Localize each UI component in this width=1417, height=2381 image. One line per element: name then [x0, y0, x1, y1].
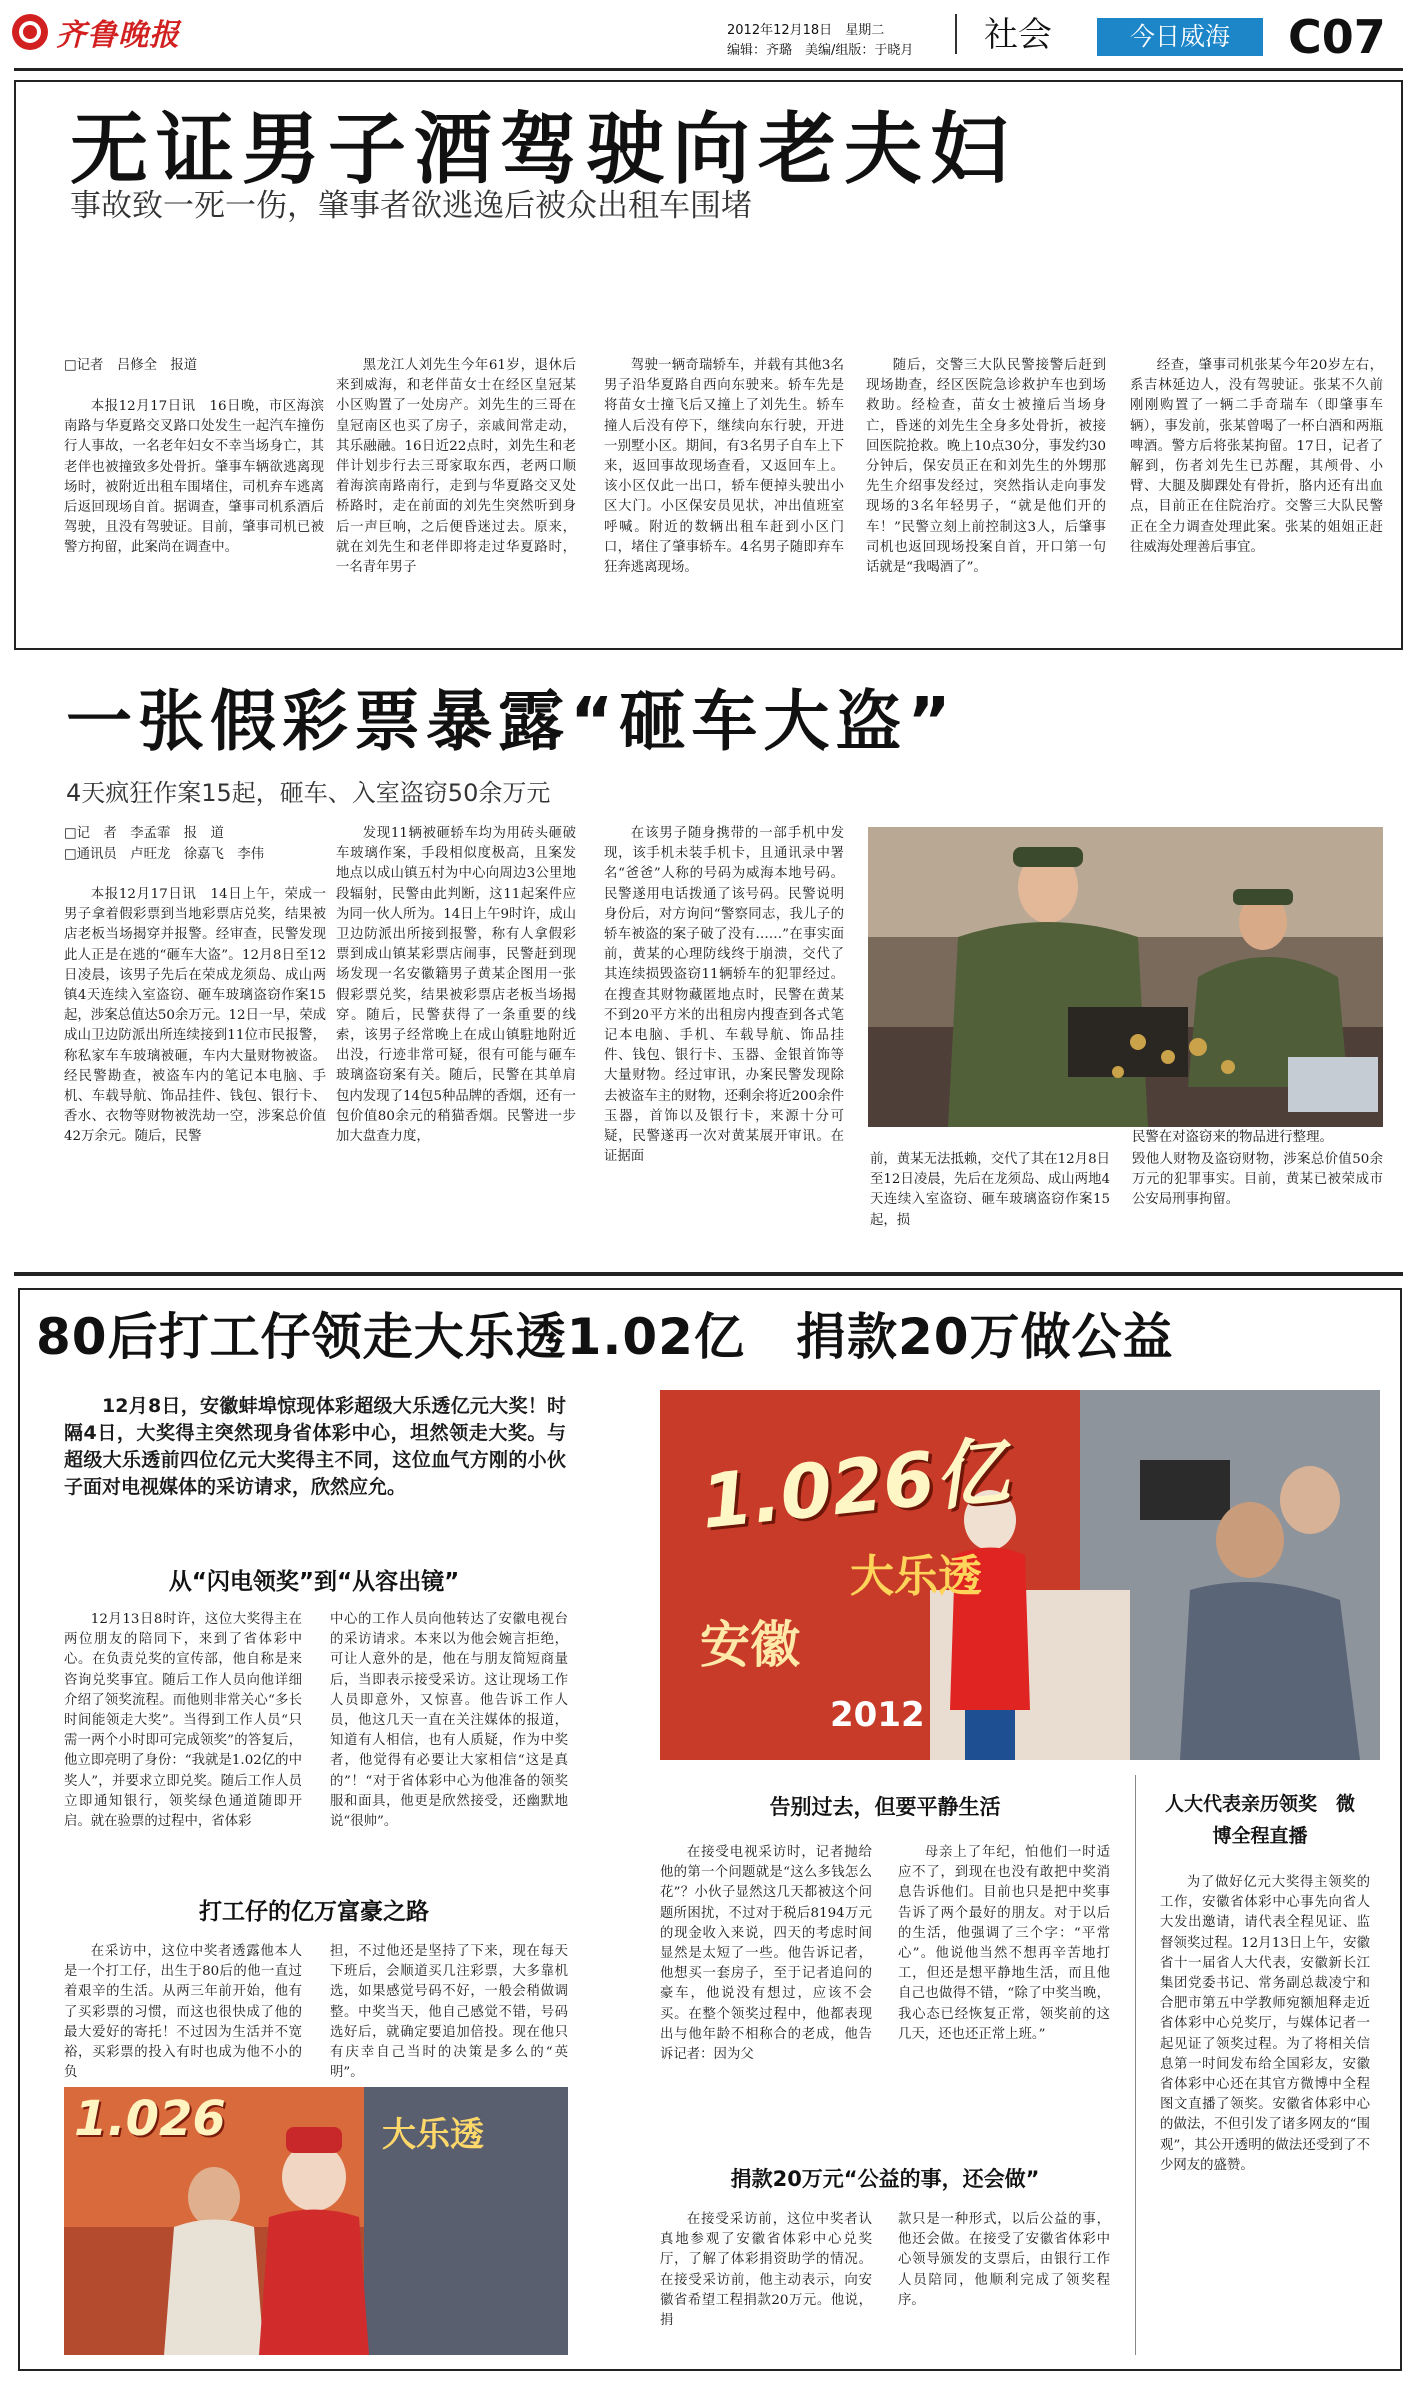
logo-sun-icon	[10, 12, 50, 52]
backdrop-amount: 1.026	[74, 2091, 226, 2147]
a1-col2	[336, 356, 576, 642]
header-rule	[14, 68, 1403, 71]
byline-reporter: □记 者 李孟霏 报 道	[64, 826, 224, 841]
s2-col2	[330, 1942, 568, 2082]
photo-police-evidence	[868, 827, 1383, 1127]
lead-text: 12月8日，安徽蚌埠惊现体彩超级大乐透亿元大奖！时隔4日，大奖得主突然现身省体彩中心，坦然领走大奖。与超级大乐透前四位亿元大奖得主不同，这位血气方刚的小伙子面对电视媒体的采访请求，欣然应允。	[64, 1395, 566, 1498]
paragraph: 黑龙江人刘先生今年61岁，退休后来到威海，和老伴苗女士在经区皇冠某小区购置了一处房产。刘先生的三哥在皇冠南区也买了房子，亲戚间常走动，其乐融融。16日近22点时，刘先生和老伴计划步行去三哥家取东西，老两口顺着海滨南路南行，走到与华夏路交叉处桥路时，走在前面的刘先生突然听到身后一声巨响，之后便昏迷过去。原来，就在刘先生和老伴即将走过华夏路时，一名青年男子	[336, 358, 576, 576]
backdrop-brand: 大乐透	[382, 2115, 484, 2155]
a2-col3	[604, 824, 844, 1270]
photo-winner-mascot	[64, 2087, 568, 2355]
backdrop-year: 2012	[830, 1695, 925, 1735]
paragraph: 在接受电视采访时，记者抛给他的第一个问题就是“这么多钱怎么花”？小伙子显然这几天都被这个问题所困扰，不过对于税后8194万元的现金收入来说，四天的考虑时间显然是太短了一些。他告诉记者，他想买一套房子，至于记者追问的豪车，他说没有想过，应该不会买。在整个领奖过程中，他都表现出与他年龄不相称合的老成，他告诉记者：因为父	[660, 1845, 872, 2063]
paragraph: 款只是一种形式，以后公益的事，他还会做。在接受了安徽省体彩中心领导颁发的支票后，由银行工作人员陪同，他顺利完成了领奖程序。	[898, 2212, 1110, 2308]
deck-lottery: 4天疯狂作案15起，砸车、入室盗窃50余万元	[66, 779, 551, 807]
byline-correspondent: □通讯员 卢旺龙 徐嘉飞 李伟	[64, 847, 265, 862]
masthead-logo	[10, 8, 180, 56]
section-name: 社会	[984, 15, 1052, 55]
backdrop-province: 安徽	[700, 1616, 800, 1674]
subhead-donation: 捐款20万元“公益的事，还会做”	[730, 2167, 1040, 2191]
header-divider	[955, 14, 957, 54]
lead	[64, 1393, 566, 1533]
paragraph: 在接受采访前，这位中奖者认真地参观了安徽省体彩中心兑奖厅，了解了体彩捐资助学的情况。在接受采访前，他主动表示，向安徽省希望工程捐款20万元。他说，捐	[660, 2212, 872, 2329]
paragraph: 本报12月17日讯 14日上午，荣成一男子拿着假彩票到当地彩票店兑奖，结果被店老板当场揭穿并报警。经审查，民警发现此人正是在逃的“砸车大盗”。12月8日至12日凌晨，该男子先后在荣成龙须岛、成山两镇4天连续入室盗窃、砸车玻璃盗窃作案15起，涉案总值达50余万元。12日一早，荣成成山卫边防派出所连续接到11位市民报警，称私家车车玻璃被砸，车内大量财物被盗。经民警勘查，被盗车内的笔记本电脑、手机、车载导航、饰品挂件、钱包、银行卡、香水、衣物等财物被洗劫一空，涉案总价值42万余元。随后，民警	[64, 887, 326, 1145]
date-text: 2012年12月18日	[727, 23, 833, 38]
backdrop-brand: 大乐透	[850, 1551, 982, 1602]
sidebar-rule	[1135, 1775, 1136, 2355]
photo-interview	[660, 1390, 1380, 1760]
logo-text: 齐鲁晚报	[56, 18, 180, 53]
paragraph: 中心的工作人员向他转达了安徽电视台的采访请求。本来以为他会婉言拒绝，可让人意外的是，他在与朋友简短商量后，当即表示接受采访。这让现场工作人员即意外，又惊喜。他告诉工作人员，他这几天一直在关注媒体的报道，知道有人相信，也有人质疑，作为中奖者，他觉得有必要让大家相信“这是真的”！“对于省体彩中心为他准备的领奖服和面具，他更是欣然接受，还幽默地说“很帅”。	[330, 1612, 568, 1830]
paragraph: 为了做好亿元大奖得主领奖的工作，安徽省体彩中心事先向省人大发出邀请，请代表全程见证、监督领奖过程。12月13日上午，安徽省十一届省人大代表，安徽新长江集团党委书记、常务副总裁凌宁和合肥市第五中学教师宛额旭释走近省体彩中心兑奖厅，与媒体记者一起见证了领奖过程。为了将相关信息第一时间发布给全国彩友，安徽省体彩中心还在其官方微博中全程图文直播了领奖。安徽省体彩中心的做法，不但引发了诸多网友的“围观”，其公开透明的做法还受到了不少网友的盛赞。	[1160, 1875, 1370, 2173]
police-scene-illustration	[868, 827, 1383, 1127]
s1-col1	[64, 1610, 302, 1882]
byline: □记者 吕修全 报道	[64, 358, 198, 373]
header-editors: 编辑：齐璐 美编/组版：于晓月	[727, 43, 914, 58]
a1-col4	[866, 356, 1106, 642]
paragraph: 12月13日8时许，这位大奖得主在两位朋友的陪同下，来到了省体彩中心。在负责兑奖的宣传部，他自称是来咨询兑奖事宜。随后工作人员向他详细介绍了领奖流程。而他则非常关心“多长时间能领走大奖”。当得到工作人员“只需一两个小时即可完成领奖”的答复后，他立即亮明了身份：“我就是1.02亿的中奖人”，并要求立即兑奖。随后工作人员立即通知银行，领奖绿色通道随即开启。就在验票的过程中，省体彩	[64, 1612, 302, 1830]
paragraph: 担，不过他还是坚持了下来，现在每天下班后，会顺道买几注彩票，大多靠机选，如果感觉号码不好，一般会稍做调整。中奖当天，他自己感觉不错，号码选好后，就确定要追加倍投。现在他只有庆幸自己当时的决策是多么的“英明”。	[330, 1944, 568, 2081]
backdrop-amount: 1.026亿	[696, 1428, 1013, 1546]
paragraph: 母亲上了年纪，怕他们一时适应不了，到现在也没有敢把中奖消息告诉他们。目前也只是把中奖事告诉了两个最好的朋友。对于以后的生活，他强调了三个字：“平常心”。他说他当然不想再辛苦地打工，但还是想平静地生活，而且他自己也做得不错，“除了中奖当晚，我心态已经恢复正常，领奖前的这几天，还也还正常上班。”	[898, 1845, 1110, 2042]
headline-lottery: 一张假彩票暴露“砸车大盗”	[66, 683, 957, 760]
a2-col2	[336, 824, 576, 1270]
subhead-collect: 从“闪电领奖”到“从容出镜”	[168, 1569, 460, 1595]
a1-col5	[1130, 356, 1383, 642]
paragraph: 在该男子随身携带的一部手机中发现，该手机未装手机卡，且通讯录中署名“爸爸”人称的号码为威海本地号码。民警遂用电话拨通了该号码。民警说明身份后，对方询问“警察同志，我儿子的轿车被盗的案子破了没有……”在事实面前，黄某的心理防线终于崩溃，交代了其连续损毁盗窃11辆轿车的犯罪经过。在搜查其财物藏匿地点时，民警在黄某不到20平方米的出租房内搜查到各式笔记本电脑、手机、车载导航、饰品挂件、钱包、银行卡、玉器、金银首饰等大量财物。经过审讯，办案民警发现除去被盗车主的财物，还剩余将近200余件玉器，首饰以及银行卡，来源十分可疑，民警遂再一次对黄某展开审讯。在证据面	[604, 826, 844, 1165]
a2-col1	[64, 885, 326, 1270]
sidebar-text	[1160, 1873, 1370, 2357]
s3-col1	[660, 1843, 872, 2143]
subhead-calm: 告别过去，但要平静生活	[769, 1795, 1001, 1819]
weekday-text: 星期二	[845, 23, 885, 38]
a2-col4	[870, 1150, 1110, 1270]
deck: 事故致一死一伤，肇事者欲逃逸后被众出租车围堵	[70, 188, 752, 224]
s2-col1	[64, 1942, 302, 2082]
paragraph: 驾驶一辆奇瑞轿车，并载有其他3名男子沿华夏路自西向东驶来。轿车先是将苗女士撞飞后又撞上了刘先生。轿车撞人后没有停下，继续向东行驶，开进一别墅小区。期间，有3名男子自车上下来，返回事故现场查看，又返回车上。该小区仅此一出口，轿车便掉头驶出小区大门。小区保安员见状，冲出值班室呼喊。附近的数辆出租车赶到小区门口，堵住了肇事轿车。4名男子随即弃车狂奔逃离现场。	[604, 358, 844, 576]
s1-col2	[330, 1610, 568, 1882]
paragraph: 经查，肇事司机张某今年20岁左右，系吉林延边人，没有驾驶证。张某不久前刚刚购置了一辆二手奇瑞车（即肇事车辆），事发前，张某曾喝了一杯白酒和两瓶啤酒。警方后将张某拘留。17日，记者了解到，伤者刘先生已苏醒，其颅骨、小臂、大腿及脚踝处有骨折，胳内还有出血点，目前正在住院治疗。交警三大队民警正在全力调查处理此案。张某的姐姐正赶往威海处理善后事宜。	[1130, 358, 1383, 555]
paragraph: 发现11辆被砸轿车均为用砖头砸破车玻璃作案，手段相似度极高，且案发地点以成山镇五村为中心向周边3公里地段辐射，民警由此判断，这11起案件应为同一伙人所为。14日上午9时许，成山卫边防派出所接到报警，称有人拿假彩票到成山镇某彩票店闹事，民警赶到现场发现一名安徽籍男子黄某企图用一张假彩票兑奖，结果被彩票店老板当场揭穿。随后，民警获得了一条重要的线索，该男子经常晚上在成山镇駐地附近出没，行迹非常可疑，很有可能与砸车玻璃盗窃案有关。随后，民警在其单肩包内发现了14包5种品牌的香烟，还有一包价值80余元的稍猫香烟。民警进一步加大盘查力度，	[336, 826, 576, 1145]
a1-col1	[64, 397, 324, 642]
s4-col2	[898, 2210, 1110, 2360]
photo-caption: 民警在对盗窃来的物品进行整理。	[1132, 1130, 1333, 1145]
headline-winner: 80后打工仔领走大乐透1.02亿 捐款20万做公益	[36, 1308, 1174, 1366]
headline: 无证男子酒驾驶向老夫妇	[70, 105, 1017, 195]
sidebar-head: 人大代表亲历领奖 微博全程直播	[1164, 1793, 1355, 1847]
a2-col5	[1132, 1150, 1383, 1270]
s4-col1	[660, 2210, 872, 2360]
paragraph: 本报12月17日讯 16日晚，市区海滨南路与华夏路交叉路口处发生一起汽车撞伤行人事故，一名老年妇女不幸当场身亡，其老伴也被撞致多处骨折。肇事车辆欲逃离现场时，被附近出租车围堵住，司机弃车逃离后返回现场自首。据调查，肇事司机系酒后驾驶，且没有驾驶证。目前，肇事司机已被警方拘留，此案尚在调查中。	[64, 399, 324, 556]
edition-badge: 今日威海	[1097, 18, 1263, 56]
paragraph: 随后，交警三大队民警接警后赶到现场勘查，经区医院急诊救护车也到场救助。经检查，苗女士被撞后当场身亡，昏迷的刘先生全身多处骨折，被接回医院抢救。晚上10点30分，事发约30分钟后，保安员正在和刘先生的外甥那先生介绍事发经过，突然指认走向事发现场的3名年轻男子，“就是他们开的车！”民警立刻上前控制这3人，后肇事司机也返回现场投案自首，开口第一句话就是“我喝酒了”。	[866, 358, 1106, 576]
subhead-worker: 打工仔的亿万富豪之路	[199, 1899, 429, 1925]
paragraph: 在采访中，这位中奖者透露他本人是一个打工仔，出生于80后的他一直过着艰辛的生活。从两三年前开始，他有了买彩票的习惯，而这也很快成了他的最大爱好的寄托！不过因为生活并不宽裕，买彩票的投入有时也成为他不小的负	[64, 1944, 302, 2081]
s3-col2	[898, 1843, 1110, 2143]
paragraph: 前，黄某无法抵赖，交代了其在12月8日至12日凌晨，先后在龙须岛、成山两地4天连续入室盗窃、砸车玻璃盗窃作案15起，损	[870, 1152, 1110, 1228]
paragraph: 毁他人财物及盗窃财物，涉案总价值50余万元的犯罪事实。目前，黄某已被荣成市公安局刑事拘留。	[1132, 1152, 1383, 1208]
header-date	[727, 19, 884, 38]
a1-col3	[604, 356, 844, 642]
section-rule	[14, 1272, 1403, 1276]
page-number: C07	[1288, 10, 1386, 64]
